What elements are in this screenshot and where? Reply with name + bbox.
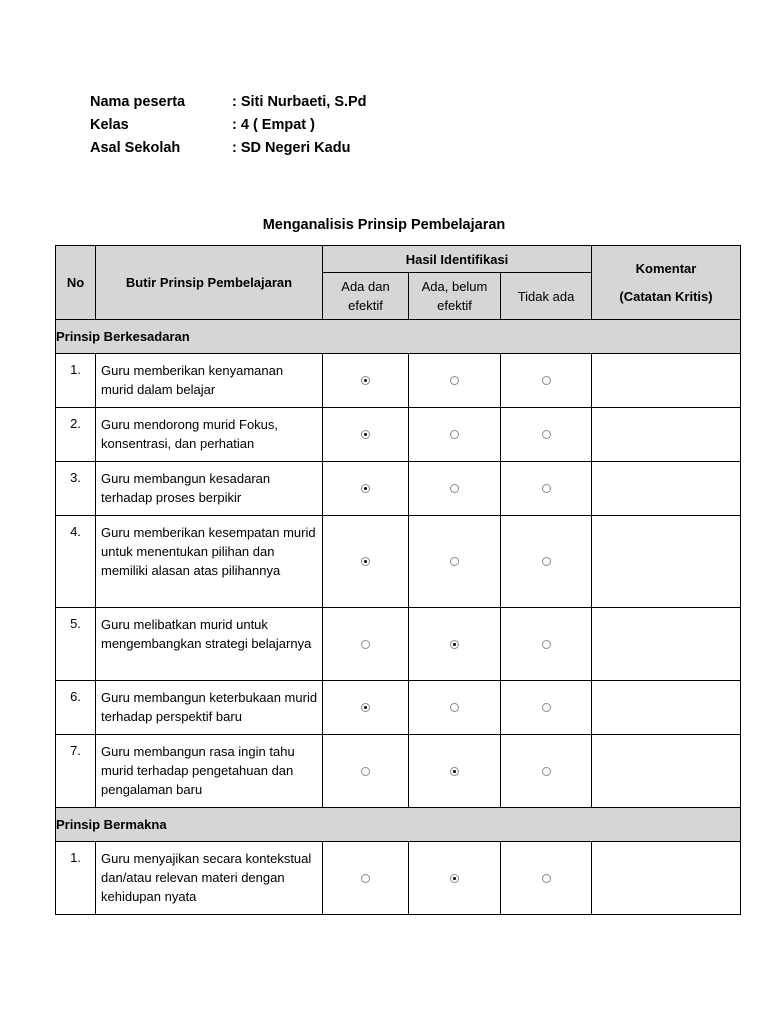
table-row <box>56 354 741 408</box>
principle-text: Guru menyajikan secara kontekstual dan/atau relevan materi dengan kehidupan nyata <box>96 842 323 915</box>
row-number: 3. <box>56 462 96 516</box>
radio-ada-dan-efektif[interactable] <box>361 874 370 883</box>
option-cell-tidak-ada <box>501 516 592 608</box>
row-number: 7. <box>56 735 96 808</box>
table-body <box>56 320 741 915</box>
option-cell-tidak-ada <box>501 681 592 735</box>
radio-tidak-ada[interactable] <box>542 874 551 883</box>
option-cell-ada-belum-efektif <box>409 842 501 915</box>
principle-text: Guru membangun keterbukaan murid terhadap perspektif baru <box>96 681 323 735</box>
radio-tidak-ada[interactable] <box>542 640 551 649</box>
option-cell-ada-dan-efektif <box>323 462 409 516</box>
option-cell-tidak-ada <box>501 354 592 408</box>
section-row <box>56 320 741 354</box>
name-value: : Siti Nurbaeti, S.Pd <box>232 94 367 110</box>
radio-ada-belum-efektif[interactable] <box>450 767 459 776</box>
radio-ada-dan-efektif[interactable] <box>361 376 370 385</box>
radio-ada-belum-efektif[interactable] <box>450 484 459 493</box>
section-title: Prinsip Berkesadaran <box>56 320 741 354</box>
option-cell-tidak-ada <box>501 608 592 681</box>
class-label: Kelas <box>90 117 129 133</box>
option-cell-ada-belum-efektif <box>409 608 501 681</box>
page-title: Menganalisis Prinsip Pembelajaran <box>262 217 506 233</box>
participant-name-row <box>90 93 367 116</box>
radio-ada-dan-efektif[interactable] <box>361 557 370 566</box>
comment-cell[interactable] <box>592 516 741 608</box>
principle-text: Guru mendorong murid Fokus, konsentrasi, dan perhatian <box>96 408 323 462</box>
table-row <box>56 681 741 735</box>
participant-class-row <box>90 116 367 139</box>
header-comment-title: Komentar <box>635 261 697 276</box>
header-no: No <box>56 246 96 320</box>
header-comment-subtitle: (Catatan Kritis) <box>619 289 713 304</box>
option-cell-tidak-ada <box>501 735 592 808</box>
section-row <box>56 808 741 842</box>
radio-ada-belum-efektif[interactable] <box>450 703 459 712</box>
school-value: : SD Negeri Kadu <box>232 140 351 156</box>
school-label: Asal Sekolah <box>90 140 181 156</box>
table-row <box>56 462 741 516</box>
option-cell-tidak-ada <box>501 408 592 462</box>
name-label: Nama peserta <box>90 94 186 110</box>
section-title: Prinsip Bermakna <box>56 808 741 842</box>
principle-text: Guru membangun rasa ingin tahu murid terhadap pengetahuan dan pengalaman baru <box>96 735 323 808</box>
comment-cell[interactable] <box>592 842 741 915</box>
principle-text: Guru memberikan kesempatan murid untuk menentukan pilihan dan memiliki alasan atas pilihannya <box>96 516 323 608</box>
option-cell-ada-dan-efektif <box>323 354 409 408</box>
principle-text: Guru melibatkan murid untuk mengembangkan strategi belajarnya <box>96 608 323 681</box>
option-cell-ada-dan-efektif <box>323 516 409 608</box>
header-result: Hasil Identifikasi <box>323 246 592 273</box>
table-row <box>56 608 741 681</box>
table-row <box>56 516 741 608</box>
radio-tidak-ada[interactable] <box>542 767 551 776</box>
row-number: 1. <box>56 842 96 915</box>
radio-tidak-ada[interactable] <box>542 376 551 385</box>
option-cell-ada-dan-efektif <box>323 735 409 808</box>
option-cell-ada-dan-efektif <box>323 408 409 462</box>
principle-text: Guru membangun kesadaran terhadap proses berpikir <box>96 462 323 516</box>
option-cell-ada-belum-efektif <box>409 681 501 735</box>
header-option-effective: Ada dan efektif <box>323 273 409 320</box>
radio-tidak-ada[interactable] <box>542 703 551 712</box>
header-item: Butir Prinsip Pembelajaran <box>96 246 323 320</box>
radio-tidak-ada[interactable] <box>542 484 551 493</box>
radio-ada-dan-efektif[interactable] <box>361 767 370 776</box>
table-row <box>56 842 741 915</box>
radio-ada-dan-efektif[interactable] <box>361 703 370 712</box>
participant-school-row <box>90 139 367 162</box>
option-cell-ada-dan-efektif <box>323 842 409 915</box>
option-cell-ada-belum-efektif <box>409 408 501 462</box>
table-row <box>56 735 741 808</box>
comment-cell[interactable] <box>592 408 741 462</box>
row-number: 4. <box>56 516 96 608</box>
radio-tidak-ada[interactable] <box>542 430 551 439</box>
radio-ada-dan-efektif[interactable] <box>361 640 370 649</box>
option-cell-tidak-ada <box>501 842 592 915</box>
comment-cell[interactable] <box>592 354 741 408</box>
radio-tidak-ada[interactable] <box>542 557 551 566</box>
header-comment <box>592 246 741 320</box>
principle-text: Guru memberikan kenyamanan murid dalam belajar <box>96 354 323 408</box>
participant-info <box>90 93 367 162</box>
row-number: 1. <box>56 354 96 408</box>
radio-ada-belum-efektif[interactable] <box>450 430 459 439</box>
comment-cell[interactable] <box>592 681 741 735</box>
class-value: : 4 ( Empat ) <box>232 117 315 133</box>
option-cell-ada-belum-efektif <box>409 462 501 516</box>
comment-cell[interactable] <box>592 608 741 681</box>
option-cell-tidak-ada <box>501 462 592 516</box>
row-number: 2. <box>56 408 96 462</box>
option-cell-ada-belum-efektif <box>409 354 501 408</box>
comment-cell[interactable] <box>592 735 741 808</box>
option-cell-ada-dan-efektif <box>323 681 409 735</box>
option-cell-ada-belum-efektif <box>409 516 501 608</box>
row-number: 6. <box>56 681 96 735</box>
row-number: 5. <box>56 608 96 681</box>
radio-ada-dan-efektif[interactable] <box>361 484 370 493</box>
radio-ada-dan-efektif[interactable] <box>361 430 370 439</box>
radio-ada-belum-efektif[interactable] <box>450 874 459 883</box>
analysis-table <box>55 245 741 915</box>
header-option-not-effective: Ada, belum efektif <box>409 273 501 320</box>
radio-ada-belum-efektif[interactable] <box>450 640 459 649</box>
comment-cell[interactable] <box>592 462 741 516</box>
option-cell-ada-belum-efektif <box>409 735 501 808</box>
radio-ada-belum-efektif[interactable] <box>450 557 459 566</box>
table-row <box>56 408 741 462</box>
radio-ada-belum-efektif[interactable] <box>450 376 459 385</box>
option-cell-ada-dan-efektif <box>323 608 409 681</box>
header-option-none: Tidak ada <box>501 273 592 320</box>
